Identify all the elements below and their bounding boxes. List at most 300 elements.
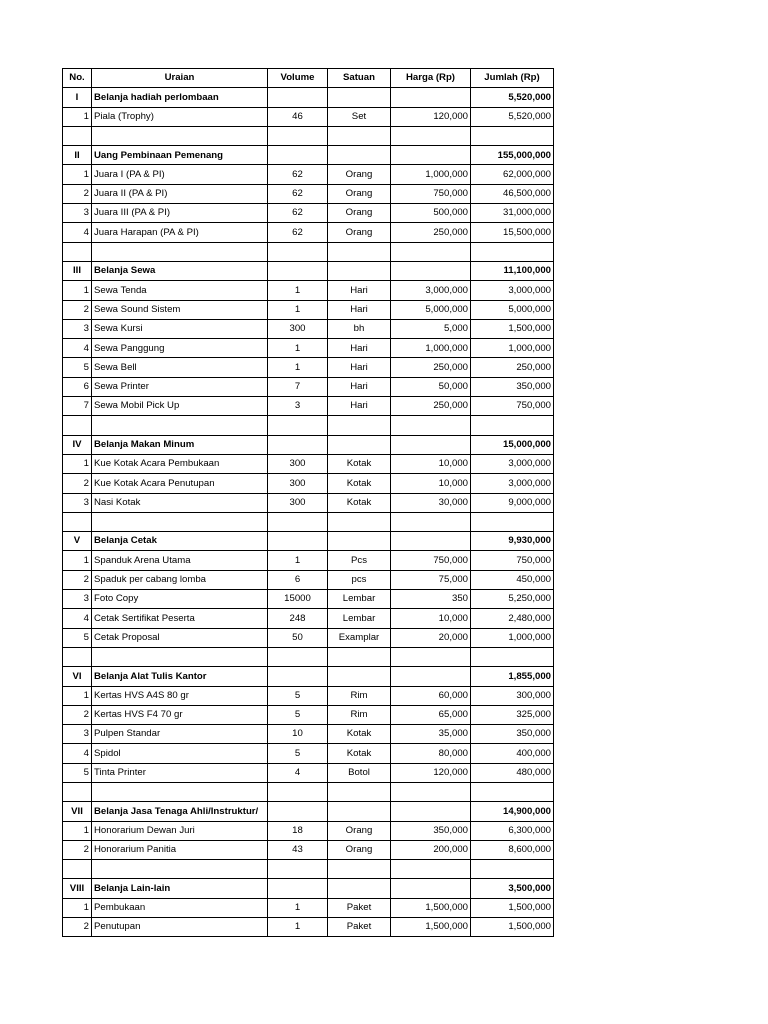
item-unit: Orang <box>328 223 391 242</box>
empty-cell <box>391 647 471 666</box>
item-description: Penutupan <box>92 918 268 937</box>
table-body <box>63 88 554 937</box>
empty-cell <box>328 532 391 551</box>
item-number: 4 <box>63 744 92 763</box>
item-price: 120,000 <box>391 107 471 126</box>
table-row <box>63 570 554 589</box>
item-amount: 350,000 <box>471 725 554 744</box>
item-description: Juara II (PA & PI) <box>92 184 268 203</box>
item-volume: 1 <box>268 300 328 319</box>
empty-cell <box>471 782 554 801</box>
item-description: Kue Kotak Acara Penutupan <box>92 474 268 493</box>
item-amount: 480,000 <box>471 763 554 782</box>
item-volume: 5 <box>268 744 328 763</box>
section-row <box>63 667 554 686</box>
empty-cell <box>328 647 391 666</box>
table-row <box>63 821 554 840</box>
item-amount: 750,000 <box>471 397 554 416</box>
blank-row <box>63 647 554 666</box>
header-row <box>63 69 554 88</box>
budget-table <box>62 68 554 937</box>
item-description: Juara I (PA & PI) <box>92 165 268 184</box>
empty-cell <box>391 146 471 165</box>
empty-cell <box>391 879 471 898</box>
item-price: 5,000 <box>391 319 471 338</box>
empty-cell <box>391 782 471 801</box>
empty-cell <box>92 782 268 801</box>
item-amount: 2,480,000 <box>471 609 554 628</box>
empty-cell <box>268 782 328 801</box>
section-number: I <box>63 88 92 107</box>
empty-cell <box>328 879 391 898</box>
item-unit: Hari <box>328 397 391 416</box>
item-unit: bh <box>328 319 391 338</box>
item-volume: 7 <box>268 377 328 396</box>
empty-cell <box>328 88 391 107</box>
item-unit: Examplar <box>328 628 391 647</box>
item-volume: 300 <box>268 319 328 338</box>
item-volume: 50 <box>268 628 328 647</box>
item-description: Sewa Mobil Pick Up <box>92 397 268 416</box>
empty-cell <box>92 242 268 261</box>
item-volume: 62 <box>268 165 328 184</box>
empty-cell <box>328 261 391 280</box>
empty-cell <box>391 512 471 531</box>
item-description: Foto Copy <box>92 590 268 609</box>
empty-cell <box>268 647 328 666</box>
empty-cell <box>328 667 391 686</box>
table-row <box>63 184 554 203</box>
item-price: 5,000,000 <box>391 300 471 319</box>
item-unit: Hari <box>328 358 391 377</box>
empty-cell <box>268 242 328 261</box>
item-price: 35,000 <box>391 725 471 744</box>
item-amount: 3,000,000 <box>471 281 554 300</box>
empty-cell <box>471 860 554 879</box>
item-volume: 3 <box>268 397 328 416</box>
table-row <box>63 107 554 126</box>
header-no: No. <box>63 69 92 88</box>
empty-cell <box>63 647 92 666</box>
blank-row <box>63 416 554 435</box>
empty-cell <box>391 435 471 454</box>
empty-cell <box>92 416 268 435</box>
item-amount: 5,250,000 <box>471 590 554 609</box>
item-number: 4 <box>63 223 92 242</box>
item-amount: 46,500,000 <box>471 184 554 203</box>
item-unit: Hari <box>328 377 391 396</box>
empty-cell <box>391 242 471 261</box>
item-amount: 31,000,000 <box>471 204 554 223</box>
table-row <box>63 763 554 782</box>
item-unit: Kotak <box>328 474 391 493</box>
item-price: 250,000 <box>391 358 471 377</box>
item-unit: Rim <box>328 686 391 705</box>
header-harga: Harga (Rp) <box>391 69 471 88</box>
table-row <box>63 223 554 242</box>
item-amount: 325,000 <box>471 705 554 724</box>
item-volume: 1 <box>268 898 328 917</box>
item-description: Pulpen Standar <box>92 725 268 744</box>
item-number: 5 <box>63 763 92 782</box>
item-price: 200,000 <box>391 840 471 859</box>
table-row <box>63 204 554 223</box>
item-description: Nasi Kotak <box>92 493 268 512</box>
item-volume: 10 <box>268 725 328 744</box>
item-price: 20,000 <box>391 628 471 647</box>
item-volume: 15000 <box>268 590 328 609</box>
item-unit: Paket <box>328 918 391 937</box>
empty-cell <box>391 860 471 879</box>
item-description: Kertas HVS A4S 80 gr <box>92 686 268 705</box>
section-row <box>63 879 554 898</box>
item-unit: Hari <box>328 281 391 300</box>
empty-cell <box>268 879 328 898</box>
item-unit: Kotak <box>328 725 391 744</box>
table-row <box>63 609 554 628</box>
empty-cell <box>471 416 554 435</box>
item-number: 3 <box>63 493 92 512</box>
empty-cell <box>63 512 92 531</box>
table-row <box>63 493 554 512</box>
item-description: Cetak Sertifikat Peserta <box>92 609 268 628</box>
item-number: 6 <box>63 377 92 396</box>
item-amount: 15,500,000 <box>471 223 554 242</box>
empty-cell <box>92 512 268 531</box>
item-price: 75,000 <box>391 570 471 589</box>
empty-cell <box>391 667 471 686</box>
empty-cell <box>268 146 328 165</box>
section-total: 5,520,000 <box>471 88 554 107</box>
item-unit: Orang <box>328 165 391 184</box>
item-unit: Orang <box>328 821 391 840</box>
item-unit: Pcs <box>328 551 391 570</box>
item-volume: 6 <box>268 570 328 589</box>
empty-cell <box>268 512 328 531</box>
item-number: 7 <box>63 397 92 416</box>
item-number: 5 <box>63 358 92 377</box>
item-volume: 1 <box>268 358 328 377</box>
item-price: 250,000 <box>391 397 471 416</box>
empty-cell <box>391 416 471 435</box>
table-row <box>63 705 554 724</box>
item-amount: 1,500,000 <box>471 898 554 917</box>
empty-cell <box>63 242 92 261</box>
empty-cell <box>268 667 328 686</box>
empty-cell <box>328 512 391 531</box>
empty-cell <box>328 416 391 435</box>
item-price: 10,000 <box>391 474 471 493</box>
empty-cell <box>268 532 328 551</box>
section-total: 9,930,000 <box>471 532 554 551</box>
section-row <box>63 261 554 280</box>
empty-cell <box>328 242 391 261</box>
blank-row <box>63 242 554 261</box>
item-description: Juara III (PA & PI) <box>92 204 268 223</box>
item-unit: Hari <box>328 300 391 319</box>
item-amount: 750,000 <box>471 551 554 570</box>
table-row <box>63 898 554 917</box>
section-number: VIII <box>63 879 92 898</box>
empty-cell <box>268 88 328 107</box>
section-total: 155,000,000 <box>471 146 554 165</box>
item-number: 5 <box>63 628 92 647</box>
section-total: 3,500,000 <box>471 879 554 898</box>
item-price: 65,000 <box>391 705 471 724</box>
empty-cell <box>471 647 554 666</box>
item-description: Spidol <box>92 744 268 763</box>
item-unit: Hari <box>328 339 391 358</box>
item-volume: 300 <box>268 474 328 493</box>
item-price: 1,500,000 <box>391 898 471 917</box>
section-row <box>63 802 554 821</box>
empty-cell <box>391 261 471 280</box>
item-number: 2 <box>63 300 92 319</box>
item-number: 2 <box>63 840 92 859</box>
item-description: Spanduk Arena Utama <box>92 551 268 570</box>
item-unit: Kotak <box>328 744 391 763</box>
item-number: 1 <box>63 165 92 184</box>
empty-cell <box>63 782 92 801</box>
empty-cell <box>471 512 554 531</box>
item-amount: 250,000 <box>471 358 554 377</box>
header-volume: Volume <box>268 69 328 88</box>
item-amount: 1,500,000 <box>471 319 554 338</box>
item-description: Sewa Printer <box>92 377 268 396</box>
item-description: Kertas HVS F4 70 gr <box>92 705 268 724</box>
item-number: 2 <box>63 918 92 937</box>
empty-cell <box>268 126 328 145</box>
item-unit: Rim <box>328 705 391 724</box>
item-unit: Kotak <box>328 454 391 473</box>
item-description: Sewa Sound Sistem <box>92 300 268 319</box>
item-description: Sewa Panggung <box>92 339 268 358</box>
item-amount: 3,000,000 <box>471 474 554 493</box>
empty-cell <box>268 416 328 435</box>
section-title: Belanja hadiah perlombaan <box>92 88 268 107</box>
table-row <box>63 358 554 377</box>
empty-cell <box>328 782 391 801</box>
item-number: 3 <box>63 204 92 223</box>
item-volume: 248 <box>268 609 328 628</box>
blank-row <box>63 126 554 145</box>
item-description: Tinta Printer <box>92 763 268 782</box>
empty-cell <box>92 647 268 666</box>
table-row <box>63 319 554 338</box>
empty-cell <box>391 126 471 145</box>
item-number: 3 <box>63 319 92 338</box>
empty-cell <box>63 860 92 879</box>
empty-cell <box>92 126 268 145</box>
item-description: Kue Kotak Acara Pembukaan <box>92 454 268 473</box>
section-total: 14,900,000 <box>471 802 554 821</box>
item-volume: 46 <box>268 107 328 126</box>
table-row <box>63 725 554 744</box>
item-volume: 4 <box>268 763 328 782</box>
item-unit: Orang <box>328 840 391 859</box>
item-volume: 62 <box>268 223 328 242</box>
empty-cell <box>391 532 471 551</box>
item-unit: Botol <box>328 763 391 782</box>
header-uraian: Uraian <box>92 69 268 88</box>
item-amount: 3,000,000 <box>471 454 554 473</box>
section-total: 11,100,000 <box>471 261 554 280</box>
item-price: 750,000 <box>391 184 471 203</box>
empty-cell <box>471 126 554 145</box>
item-amount: 450,000 <box>471 570 554 589</box>
item-number: 1 <box>63 898 92 917</box>
section-number: VI <box>63 667 92 686</box>
empty-cell <box>268 261 328 280</box>
item-unit: Kotak <box>328 493 391 512</box>
table-row <box>63 339 554 358</box>
item-price: 10,000 <box>391 609 471 628</box>
table-row <box>63 744 554 763</box>
item-amount: 300,000 <box>471 686 554 705</box>
item-price: 120,000 <box>391 763 471 782</box>
item-description: Piala (Trophy) <box>92 107 268 126</box>
item-number: 3 <box>63 590 92 609</box>
item-unit: pcs <box>328 570 391 589</box>
table-row <box>63 281 554 300</box>
empty-cell <box>63 126 92 145</box>
item-volume: 1 <box>268 281 328 300</box>
table-row <box>63 918 554 937</box>
item-number: 2 <box>63 474 92 493</box>
section-row <box>63 146 554 165</box>
item-price: 750,000 <box>391 551 471 570</box>
section-title: Belanja Sewa <box>92 261 268 280</box>
section-total: 1,855,000 <box>471 667 554 686</box>
item-unit: Set <box>328 107 391 126</box>
item-price: 350 <box>391 590 471 609</box>
section-title: Belanja Jasa Tenaga Ahli/Instruktur/ <box>92 802 268 821</box>
table-row <box>63 397 554 416</box>
item-price: 1,000,000 <box>391 165 471 184</box>
item-description: Pembukaan <box>92 898 268 917</box>
item-volume: 5 <box>268 705 328 724</box>
item-number: 2 <box>63 184 92 203</box>
table-row <box>63 840 554 859</box>
item-amount: 62,000,000 <box>471 165 554 184</box>
item-description: Sewa Bell <box>92 358 268 377</box>
item-price: 60,000 <box>391 686 471 705</box>
item-number: 2 <box>63 570 92 589</box>
table-row <box>63 686 554 705</box>
item-unit: Lembar <box>328 609 391 628</box>
item-amount: 8,600,000 <box>471 840 554 859</box>
item-unit: Orang <box>328 184 391 203</box>
empty-cell <box>328 146 391 165</box>
item-price: 350,000 <box>391 821 471 840</box>
item-volume: 18 <box>268 821 328 840</box>
item-volume: 300 <box>268 454 328 473</box>
item-price: 1,000,000 <box>391 339 471 358</box>
table-row <box>63 165 554 184</box>
empty-cell <box>391 802 471 821</box>
item-volume: 62 <box>268 204 328 223</box>
section-row <box>63 532 554 551</box>
item-description: Sewa Kursi <box>92 319 268 338</box>
table-row <box>63 590 554 609</box>
blank-row <box>63 512 554 531</box>
item-amount: 1,000,000 <box>471 628 554 647</box>
section-row <box>63 435 554 454</box>
item-amount: 5,000,000 <box>471 300 554 319</box>
item-number: 1 <box>63 107 92 126</box>
item-price: 80,000 <box>391 744 471 763</box>
header-satuan: Satuan <box>328 69 391 88</box>
section-total: 15,000,000 <box>471 435 554 454</box>
section-number: VII <box>63 802 92 821</box>
item-description: Honorarium Dewan Juri <box>92 821 268 840</box>
section-number: V <box>63 532 92 551</box>
item-description: Spaduk per cabang lomba <box>92 570 268 589</box>
blank-row <box>63 860 554 879</box>
item-price: 50,000 <box>391 377 471 396</box>
item-price: 3,000,000 <box>391 281 471 300</box>
table-row <box>63 551 554 570</box>
item-amount: 1,000,000 <box>471 339 554 358</box>
item-number: 1 <box>63 454 92 473</box>
item-number: 1 <box>63 281 92 300</box>
item-amount: 9,000,000 <box>471 493 554 512</box>
section-number: IV <box>63 435 92 454</box>
section-number: II <box>63 146 92 165</box>
table-row <box>63 377 554 396</box>
item-volume: 43 <box>268 840 328 859</box>
item-number: 4 <box>63 339 92 358</box>
empty-cell <box>328 435 391 454</box>
item-volume: 1 <box>268 551 328 570</box>
item-volume: 5 <box>268 686 328 705</box>
item-amount: 350,000 <box>471 377 554 396</box>
section-title: Belanja Makan Minum <box>92 435 268 454</box>
table-row <box>63 454 554 473</box>
blank-row <box>63 782 554 801</box>
item-number: 3 <box>63 725 92 744</box>
empty-cell <box>328 802 391 821</box>
empty-cell <box>328 860 391 879</box>
item-amount: 1,500,000 <box>471 918 554 937</box>
empty-cell <box>268 860 328 879</box>
item-number: 2 <box>63 705 92 724</box>
section-row <box>63 88 554 107</box>
item-price: 30,000 <box>391 493 471 512</box>
empty-cell <box>63 416 92 435</box>
item-volume: 300 <box>268 493 328 512</box>
item-unit: Lembar <box>328 590 391 609</box>
header-jumlah: Jumlah (Rp) <box>471 69 554 88</box>
item-price: 500,000 <box>391 204 471 223</box>
empty-cell <box>328 126 391 145</box>
item-price: 1,500,000 <box>391 918 471 937</box>
item-description: Juara Harapan (PA & PI) <box>92 223 268 242</box>
item-amount: 400,000 <box>471 744 554 763</box>
table-row <box>63 474 554 493</box>
section-number: III <box>63 261 92 280</box>
item-number: 1 <box>63 551 92 570</box>
item-volume: 62 <box>268 184 328 203</box>
item-number: 4 <box>63 609 92 628</box>
section-title: Uang Pembinaan Pemenang <box>92 146 268 165</box>
section-title: Belanja Cetak <box>92 532 268 551</box>
item-description: Honorarium Panitia <box>92 840 268 859</box>
item-description: Cetak Proposal <box>92 628 268 647</box>
section-title: Belanja Alat Tulis Kantor <box>92 667 268 686</box>
item-amount: 6,300,000 <box>471 821 554 840</box>
item-number: 1 <box>63 686 92 705</box>
